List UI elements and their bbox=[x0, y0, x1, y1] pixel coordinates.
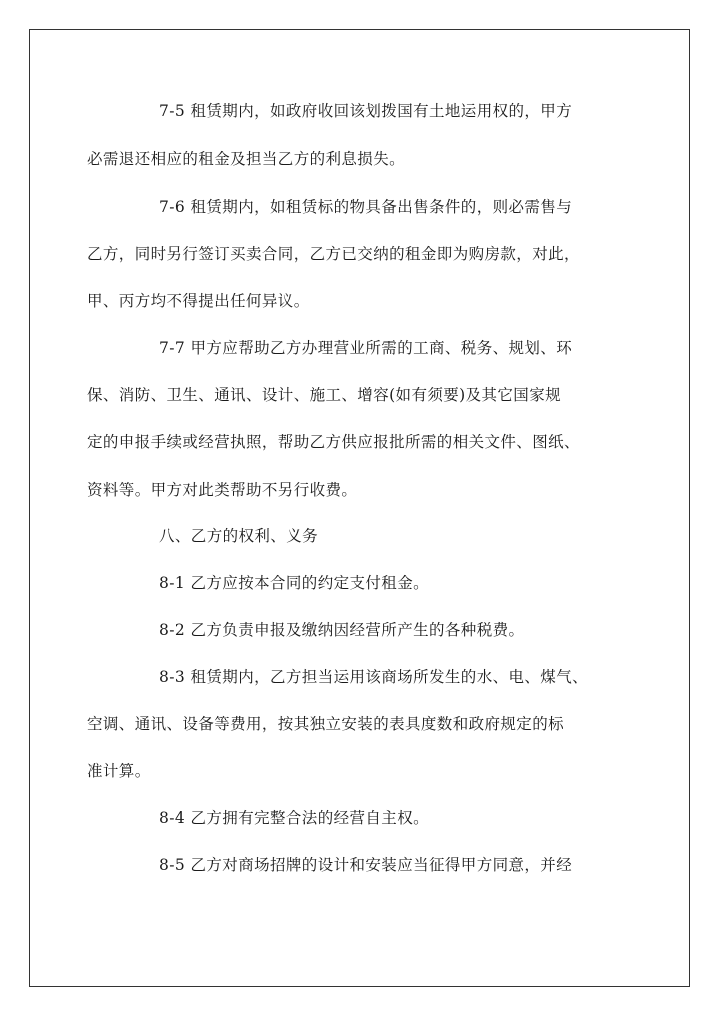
page-border bbox=[29, 29, 690, 987]
paragraph-7-7-line-1: 7-7 甲方应帮助乙方办理营业所需的工商、税务、规划、环 bbox=[159, 339, 573, 357]
paragraph-7-5-line-1: 7-5 租赁期内，如政府收回该划拨国有土地运用权的，甲方 bbox=[159, 102, 573, 120]
paragraph-7-5-line-2: 必需退还相应的租金及担当乙方的利息损失。 bbox=[87, 150, 406, 168]
paragraph-7-7-line-3: 定的申报手续或经营执照，帮助乙方供应报批所需的相关文件、图纸、 bbox=[87, 433, 580, 451]
section-heading-8: 八、乙方的权利、义务 bbox=[159, 527, 319, 545]
paragraph-8-3-line-3: 准计算。 bbox=[87, 762, 151, 780]
paragraph-8-3-line-1: 8-3 租赁期内，乙方担当运用该商场所发生的水、电、煤气、 bbox=[159, 668, 588, 686]
paragraph-8-5-line-1: 8-5 乙方对商场招牌的设计和安装应当征得甲方同意，并经 bbox=[159, 856, 573, 874]
paragraph-7-6-line-1: 7-6 租赁期内，如租赁标的物具备出售条件的，则必需售与 bbox=[159, 198, 573, 216]
paragraph-8-1: 8-1 乙方应按本合同的约定支付租金。 bbox=[159, 574, 429, 592]
paragraph-7-6-line-3: 甲、丙方均不得提出任何异议。 bbox=[87, 292, 310, 310]
paragraph-7-6-line-2: 乙方，同时另行签订买卖合同，乙方已交纳的租金即为购房款，对此， bbox=[87, 245, 580, 263]
paragraph-7-7-line-2: 保、消防、卫生、通讯、设计、施工、增容(如有须要)及其它国家规 bbox=[87, 386, 561, 404]
paragraph-7-7-line-4: 资料等。甲方对此类帮助不另行收费。 bbox=[87, 481, 358, 499]
paragraph-8-2: 8-2 乙方负责申报及缴纳因经营所产生的各种税费。 bbox=[159, 621, 525, 639]
paragraph-8-4: 8-4 乙方拥有完整合法的经营自主权。 bbox=[159, 809, 429, 827]
paragraph-8-3-line-2: 空调、通讯、设备等费用，按其独立安装的表具度数和政府规定的标 bbox=[87, 715, 565, 733]
